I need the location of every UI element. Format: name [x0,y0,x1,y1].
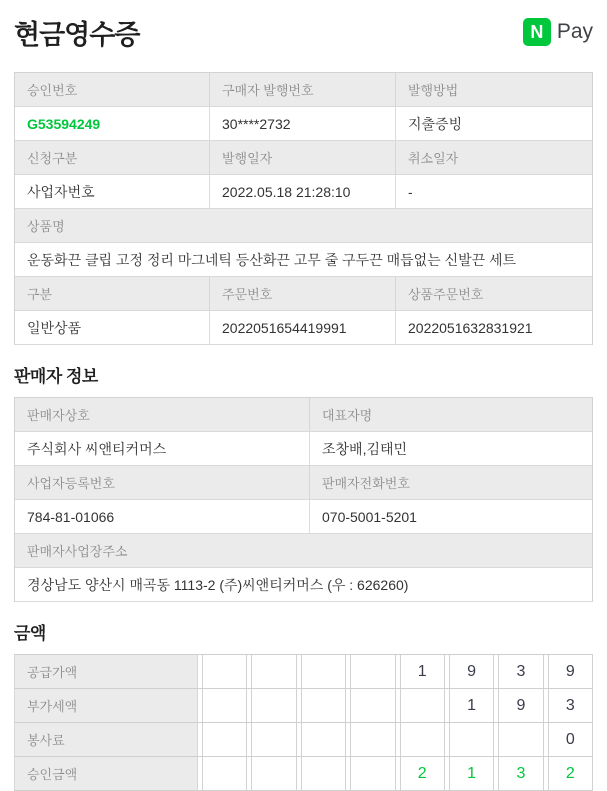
digit-cell [350,655,395,688]
value-issue-method: 지출증빙 [396,107,592,140]
digit-cell: 9 [498,689,543,722]
digit-cell: 9 [548,655,593,688]
digit-cell: 3 [498,757,543,790]
table-row [15,107,592,141]
table-row [15,398,592,432]
amount-label: 승인금액 [14,757,198,790]
digit-cell [498,723,543,756]
digit-cell: 0 [548,723,593,756]
amount-row-approved-amount [14,757,593,791]
npay-logo[interactable] [523,18,593,46]
value-issue-date: 2022.05.18 21:28:10 [210,175,396,208]
value-product-name: 운동화끈 클립 고정 정리 마그네틱 등산화끈 고무 줄 구두끈 매듭없는 신발끈 세트 [15,243,592,276]
header-cell-approval-no: 승인번호 [15,73,210,106]
digit-cell: 3 [548,689,593,722]
table-row [15,277,592,311]
header-cell-cancel-date: 취소일자 [396,141,592,174]
value-cancel-date: - [396,175,592,208]
amount-row-supply-value [14,655,593,689]
digit-cell [251,757,296,790]
seller-info-table [14,397,593,602]
header-cell-product-name: 상품명 [15,209,592,242]
digit-cell [251,689,296,722]
table-row [15,311,592,345]
value-product-order-no: 2022051632831921 [396,311,592,344]
table-row [15,141,592,175]
table-row [15,500,592,534]
header-cell-category: 구분 [15,277,210,310]
header-cell-issue-method: 발행방법 [396,73,592,106]
header-cell-order-no: 주문번호 [210,277,396,310]
digit-cell [202,689,247,722]
header-cell-ceo-name: 대표자명 [310,398,592,431]
digit-cell [350,757,395,790]
page-title: 현금영수증 [14,19,140,50]
value-order-no: 2022051654419991 [210,311,396,344]
table-row [15,209,592,243]
digit-cell [400,723,445,756]
header-cell-issue-date: 발행일자 [210,141,396,174]
amount-label: 공급가액 [14,655,198,688]
seller-section-title: 판매자 정보 [14,367,98,386]
digit-cell: 3 [498,655,543,688]
value-seller-name: 주식회사 씨앤티커머스 [15,432,310,465]
digit-cell: 2 [400,757,445,790]
digit-cell [350,689,395,722]
table-row [15,466,592,500]
digit-cell [400,689,445,722]
header-cell-seller-name: 판매자상호 [15,398,310,431]
digit-cell [202,757,247,790]
page-header [14,16,593,48]
header-cell-request-type: 신청구분 [15,141,210,174]
digit-cell [202,723,247,756]
table-row [15,432,592,466]
digit-cell: 2 [548,757,593,790]
value-ceo-name: 조창배,김태민 [310,432,592,465]
amount-table [14,654,593,791]
header-cell-seller-phone: 판매자전화번호 [310,466,592,499]
table-row [15,243,592,277]
table-row [15,534,592,568]
value-business-reg-no: 784-81-01066 [15,500,310,533]
amount-label: 봉사료 [14,723,198,756]
digit-cell [202,655,247,688]
digit-cell: 1 [449,689,494,722]
digit-cell [301,689,346,722]
value-approval-no: G53594249 [15,107,210,140]
digit-cell: 9 [449,655,494,688]
digit-cell: 1 [400,655,445,688]
digit-cell [251,723,296,756]
digit-cell [350,723,395,756]
digit-cell: 1 [449,757,494,790]
amount-row-vat [14,689,593,723]
value-buyer-issue-no: 30****2732 [210,107,396,140]
naver-n-letter: N [530,22,544,42]
value-request-type: 사업자번호 [15,175,210,208]
npay-logo-text: Pay [556,20,593,43]
value-seller-phone: 070-5001-5201 [310,500,592,533]
table-row [15,73,592,107]
digit-cell [251,655,296,688]
amount-row-service-charge [14,723,593,757]
amount-section-title: 금액 [14,624,46,643]
amount-label: 부가세액 [14,689,198,722]
table-row [15,175,592,209]
receipt-info-table [14,72,593,345]
table-row [15,568,592,602]
digit-cell [301,723,346,756]
digit-cell [301,757,346,790]
digit-cell [449,723,494,756]
header-cell-buyer-issue-no: 구매자 발행번호 [210,73,396,106]
header-cell-seller-address: 판매자사업장주소 [15,534,592,567]
value-seller-address: 경상남도 양산시 매곡동 1113-2 (주)씨앤티커머스 (우 : 626260) [15,568,592,601]
value-category: 일반상품 [15,311,210,344]
header-cell-business-reg-no: 사업자등록번호 [15,466,310,499]
header-cell-product-order-no: 상품주문번호 [396,277,592,310]
digit-cell [301,655,346,688]
naver-n-icon [523,18,551,46]
